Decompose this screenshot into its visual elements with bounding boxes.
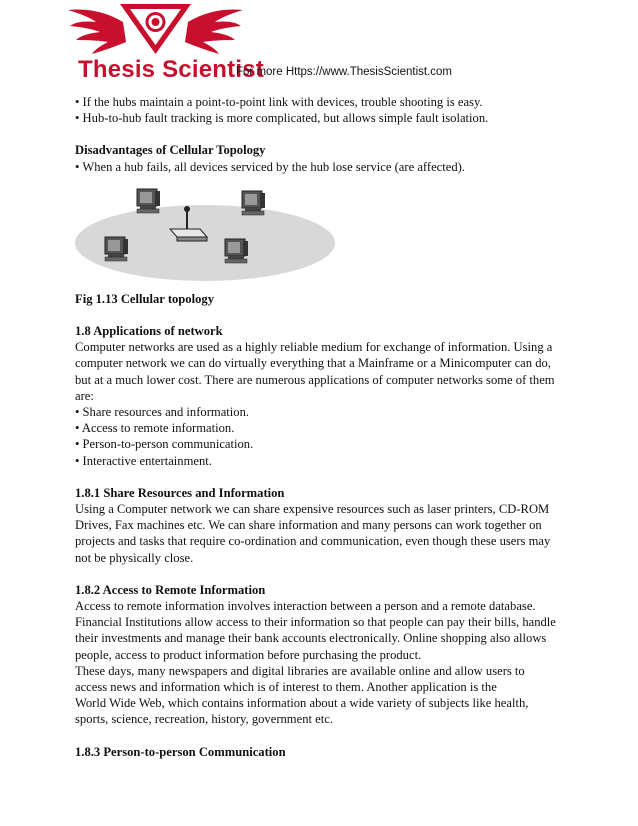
paragraph-line: not be physically close. (75, 550, 194, 565)
brand-name: Thesis Scientist (78, 56, 264, 83)
list-item: • Interactive entertainment. (75, 453, 212, 468)
website-link[interactable]: For more Https://www.ThesisScientist.com (236, 66, 452, 78)
paragraph-line: projects and tasks that require co-ordination and communication, even though these users may (75, 534, 551, 549)
list-item: • Access to remote information. (75, 421, 235, 436)
paragraph-line: These days, many newspapers and digital libraries are available online and allow users to (75, 663, 525, 678)
disadvantage-item: • When a hub fails, all devices serviced by the hub lose service (are affected). (75, 159, 465, 174)
paragraph-line: are: (75, 388, 94, 403)
cellular-topology-figure (75, 181, 335, 291)
page-header (0, 0, 638, 90)
paragraph-line: computer network we can do virtually everything that a Mainframe or a Minicomputer can do, (75, 356, 551, 371)
computer-icon (225, 239, 248, 263)
cellular-topology-diagram (75, 181, 335, 291)
section-1-8-heading: 1.8 Applications of network (75, 324, 223, 339)
paragraph-line: Computer networks are used as a highly reliable medium for exchange of information. Using a (75, 340, 553, 355)
paragraph-line: their investments and manage their bank accounts electronically. Online shopping also allows (75, 631, 547, 646)
list-item: • Share resources and information. (75, 405, 250, 420)
section-1-8-1-heading: 1.8.1 Share Resources and Information (75, 485, 285, 500)
disadvantages-heading: Disadvantages of Cellular Topology (75, 143, 266, 158)
paragraph-line: people, access to product information before purchasing the product. (75, 647, 422, 662)
section-1-8-2-heading: 1.8.2 Access to Remote Information (75, 582, 266, 597)
list-item: • Person-to-person communication. (75, 437, 254, 452)
paragraph-line: but at a much lower cost. There are numerous applications of computer networks some of them (75, 372, 555, 387)
page-content (75, 94, 565, 760)
computer-icon (242, 191, 265, 215)
paragraph-line: Financial Institutions allow access to their information so that people can pay their bills, handle (75, 615, 556, 630)
paragraph-line: Access to remote information involves interaction between a person and a remote database. (75, 599, 536, 614)
paragraph-line: sports, science, recreation, history, government etc. (75, 712, 333, 727)
section-1-8-3-heading: 1.8.3 Person-to-person Communication (75, 744, 286, 759)
computer-icon (137, 189, 160, 213)
paragraph-line: access news and information which is of interest to them. Another application is the (75, 680, 497, 695)
bullet-hub-to-hub: • Hub-to-hub fault tracking is more complicated, but allows simple fault isolation. (75, 111, 489, 126)
figure-caption: Fig 1.13 Cellular topology (75, 291, 214, 306)
bullet-point-to-point: • If the hubs maintain a point-to-point link with devices, trouble shooting is easy. (75, 95, 483, 109)
paragraph-line: World Wide Web, which contains information about a wide variety of subjects like health, (75, 696, 529, 711)
computer-icon (105, 237, 128, 261)
paragraph-line: Using a Computer network we can share expensive resources such as laser printers, CD-ROM (75, 502, 550, 517)
paragraph-line: Drives, Fax machines etc. We can share information and many persons can work together on (75, 518, 542, 533)
